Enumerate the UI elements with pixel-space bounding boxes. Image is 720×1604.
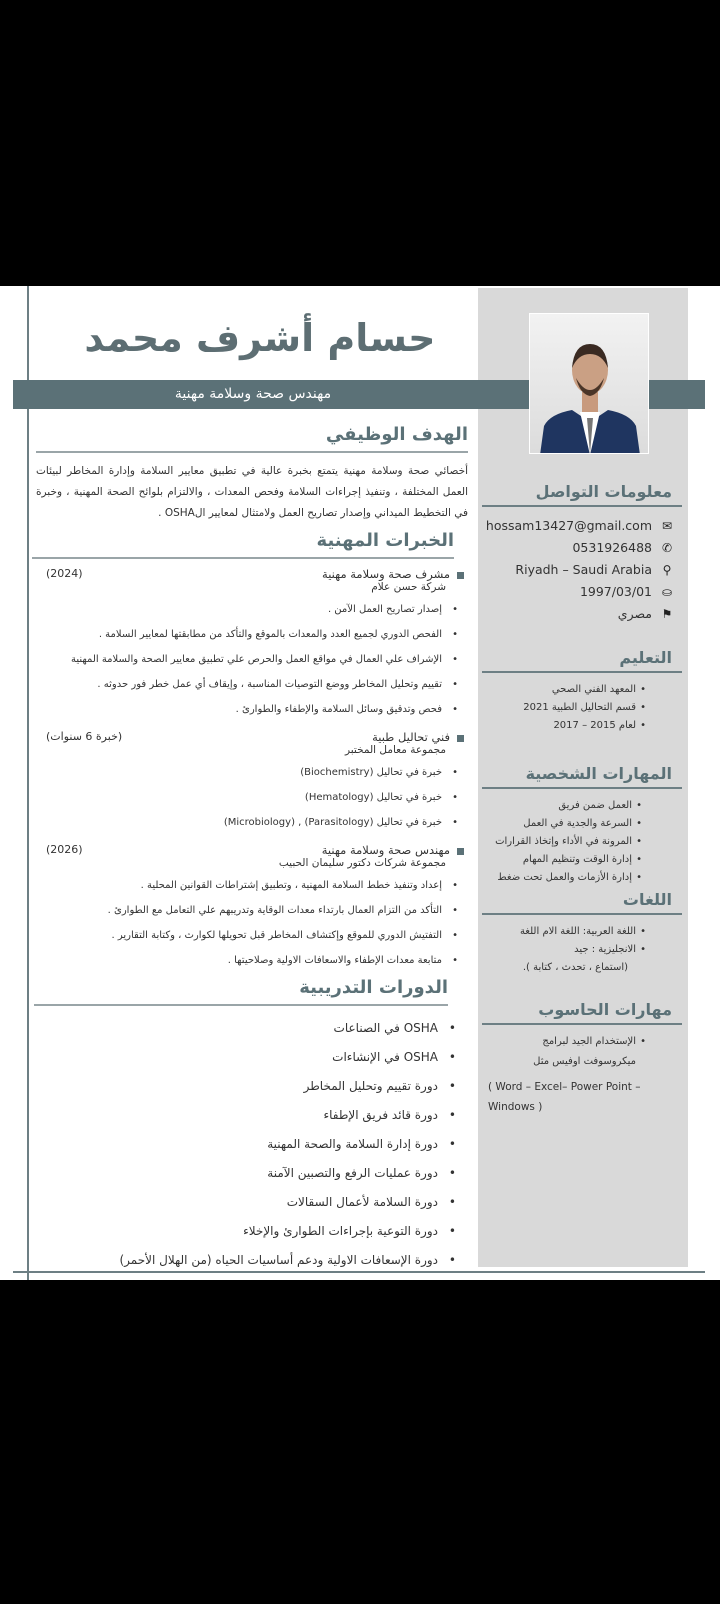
duty-item: • إعداد وتنفيذ خطط السلامة المهنية ، وتطبيق إشتراطات القوانين المحلية .	[36, 873, 468, 898]
skills-item: • السرعة والجدية في العمل	[482, 815, 632, 833]
job-date: (2024)	[46, 567, 83, 580]
contact-heading: معلومات التواصل	[482, 482, 682, 507]
course-item: • OSHA في الإنشاءات	[36, 1043, 468, 1072]
education-item: • قسم التحاليل الطبية 2021	[482, 699, 636, 717]
course-item: • دورة السلامة لأعمال السقالات	[36, 1188, 468, 1217]
phone[interactable]: 0531926488	[572, 540, 652, 555]
job-duties	[36, 760, 468, 835]
duty-item: • التفتيش الدوري للموقع وإكتشاف المخاطر قبل تحويلها لكوارث ، وكتابة التقارير .	[36, 923, 468, 948]
job-date: (2026)	[46, 843, 83, 856]
phone-icon: ✆	[661, 541, 673, 555]
email-row	[482, 515, 682, 537]
duty-item: • الفحص الدوري لجميع العدد والمعدات بالموقع والتأكد من مطابقتها لمعايير السلامة .	[36, 622, 468, 647]
course-item: • دورة إدارة السلامة والصحة المهنية	[36, 1130, 468, 1159]
birthdate: 1997/03/01	[579, 584, 652, 599]
job-title: مهندس صحة وسلامة مهنية	[36, 843, 468, 857]
computer-heading: مهارات الحاسوب	[482, 1000, 682, 1025]
education-item: • المعهد الفني الصحي	[482, 681, 636, 699]
languages-heading: اللغات	[482, 890, 682, 915]
job-title: مهندس صحة وسلامة مهنية	[174, 386, 332, 402]
job-entry	[36, 730, 468, 756]
skills-item: • العمل ضمن فريق	[482, 797, 632, 815]
courses-heading: الدورات التدريبية	[34, 977, 448, 1006]
location-row	[482, 559, 682, 581]
job-company: مجموعة شركات دكتور سليمان الحبيب	[278, 857, 446, 869]
job-company: شركة حسن علام	[371, 581, 446, 593]
job-duties	[36, 873, 468, 973]
location: Riyadh – Saudi Arabia	[515, 562, 652, 577]
job-entry	[36, 843, 468, 869]
skills-section	[482, 764, 682, 887]
skills-item: • المرونة في الأداء وإتخاذ القرارات	[482, 833, 632, 851]
computer-section	[482, 1000, 682, 1117]
cv-page	[0, 286, 720, 1280]
duty-item: • خبرة في تحاليل (Biochemistry)	[36, 760, 468, 785]
job-entry	[36, 567, 468, 593]
education-heading: التعليم	[482, 648, 682, 673]
contact-section	[482, 482, 682, 625]
duty-item: • متابعة معدات الإطفاء والاسعافات الاولية وصلاحيتها .	[36, 948, 468, 973]
job-company: مجموعة معامل المختبر	[344, 744, 446, 756]
course-item: • دورة التوعية بإجراءات الطوارئ والإخلاء	[36, 1217, 468, 1246]
job-duties	[36, 597, 468, 722]
course-item: • دورة عمليات الرفع والتصبين الآمنة	[36, 1159, 468, 1188]
duty-item: • إصدار تصاريح العمل الآمن .	[36, 597, 468, 622]
computer-skill-cont: ميكروسوفت اوفيس مثل	[533, 1056, 636, 1067]
envelope-icon: ✉	[661, 519, 673, 533]
objective-text: أخصائي صحة وسلامة مهنية يتمتع بخبرة عالية في تطبيق معايير السلامة وإدارة المخاطر لبيئات العمل المختلفة ، وتنفيذ إجراءات السلامة وفحص المعدات ، والالتزام بلوائح الصحة المهنية ، وخبرة في التخطيط الميداني وإصدار تصاريح العمل ولامتثال لمعايير الOSHA .	[36, 465, 468, 519]
main-column	[36, 424, 468, 1275]
cake-icon: ⛀	[661, 585, 673, 599]
location-pin-icon: ⚲	[662, 563, 672, 577]
education-section	[482, 648, 682, 735]
left-border-line	[27, 286, 29, 1280]
job-title: فني تحاليل طبية	[36, 730, 468, 744]
phone-row	[482, 537, 682, 559]
profile-photo	[529, 313, 649, 454]
duty-item: • الإشراف علي العمال في مواقع العمل والحرص علي تطبيق معايير الصحة والسلامة المهنية	[36, 647, 468, 672]
job-date: (خبرة 6 سنوات)	[46, 730, 123, 743]
languages-note: (استماع ، تحدث ، كتابة ).	[522, 962, 628, 973]
duty-item: • تقييم وتحليل المخاطر ووضع التوصيات المناسبة ، وإيقاف أي عمل خطر فور حدوثه .	[36, 672, 468, 697]
person-name: حسام أشرف محمد	[84, 316, 436, 360]
computer-skill: • الإستخدام الجيد لبرامج	[482, 1033, 636, 1051]
course-item: • دورة تقييم وتحليل المخاطر	[36, 1072, 468, 1101]
birthdate-row	[482, 581, 682, 603]
job-title: مشرف صحة وسلامة مهنية	[36, 567, 468, 581]
nationality-row	[482, 603, 682, 625]
computer-apps: ( Word – Excel– Power Point – Windows )	[488, 1081, 641, 1113]
course-item: • دورة قائد فريق الإطفاء	[36, 1101, 468, 1130]
skills-item: • إدارة الوقت وتنظيم المهام	[482, 851, 632, 869]
email[interactable]: hossam13427@gmail.com	[485, 518, 652, 533]
duty-item: • فحص وتدقيق وسائل السلامة والإطفاء والطوارئ .	[36, 697, 468, 722]
nationality: مصري	[617, 606, 652, 621]
languages-item: • اللغة العربية: اللغة الام اللغة	[482, 923, 636, 941]
duty-item: • خبرة في تحاليل (Parasitology) , (Microbiology)	[36, 810, 468, 835]
duty-item: • خبرة في تحاليل (Hematology)	[36, 785, 468, 810]
course-item: • دورة الإسعافات الاولية ودعم أساسيات الحياه (من الهلال الأحمر)	[36, 1246, 468, 1275]
skills-heading: المهارات الشخصية	[482, 764, 682, 789]
course-item: • OSHA في الصناعات	[36, 1014, 468, 1043]
objective-heading: الهدف الوظيفي	[36, 424, 468, 453]
flag-icon: ⚑	[661, 607, 673, 621]
languages-section	[482, 890, 682, 977]
education-item: • لعام 2015 – 2017	[482, 717, 636, 735]
skills-item: • إدارة الأزمات والعمل تحت ضغط	[482, 869, 632, 887]
languages-item: • الانجليزية : جيد	[482, 941, 636, 959]
experience-heading: الخبرات المهنية	[32, 530, 454, 559]
duty-item: • التأكد من التزام العمال بارتداء معدات الوقاية وتدريبهم علي التعامل مع الطوارئ .	[36, 898, 468, 923]
